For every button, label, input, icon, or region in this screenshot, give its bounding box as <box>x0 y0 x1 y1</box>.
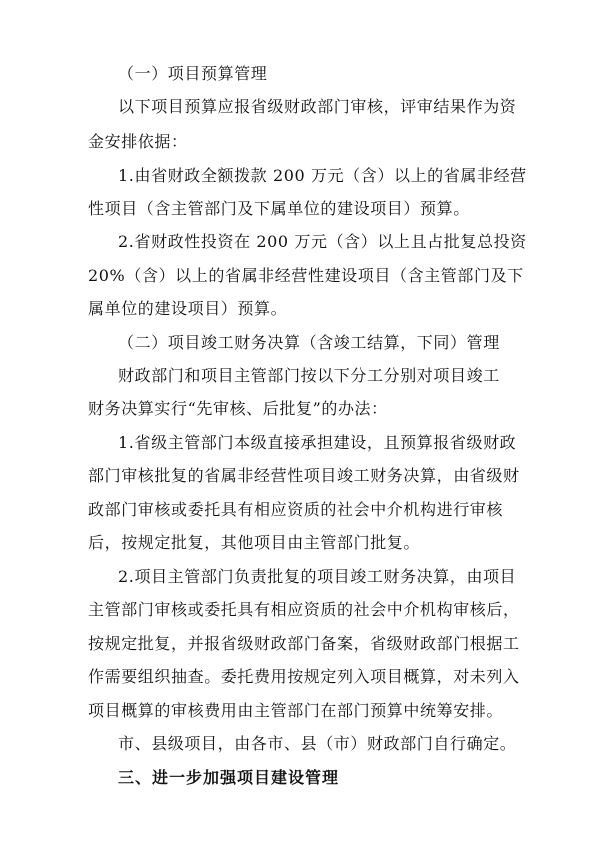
list-item-line: 主管部门审核或委托具有相应资质的社会中介机构审核后， <box>88 600 520 619</box>
list-item-line: 性项目（含主管部门及下属单位的建设项目）预算。 <box>88 199 470 218</box>
paragraph-line: 金安排依据： <box>88 132 188 151</box>
section-heading-project-budget: （一）项目预算管理 <box>118 64 268 83</box>
paragraph-line: 市、县级项目，由各市、县（市）财政部门自行确定。 <box>118 734 517 753</box>
list-item-line: 2.省财政性投资在 200 万元（含）以上且占批复总投资 <box>118 232 527 251</box>
list-item-line: 属单位的建设项目）预算。 <box>88 299 288 318</box>
list-item-line: 项目概算的审核费用由主管部门在部门预算中统筹安排。 <box>88 701 504 720</box>
list-item-line: 2.项目主管部门负责批复的项目竣工财务决算，由项目 <box>118 567 517 586</box>
paragraph-line: 财务决算实行“先审核、后批复”的办法： <box>88 399 388 418</box>
list-item-line: 按规定批复，并报省级财政部门备案，省级财政部门根据工 <box>88 634 520 653</box>
section-heading-final-accounts: （二）项目竣工财务决算（含竣工结算，下同）管理 <box>118 333 500 352</box>
list-item-line: 部门审核批复的省属非经营性项目竣工财务决算，由省级财 <box>88 466 520 485</box>
list-item-line: 政部门审核或委托具有相应资质的社会中介机构进行审核 <box>88 500 504 519</box>
list-item-line: 1.由省财政全额拨款 200 万元（含）以上的省属非经营 <box>118 166 527 185</box>
list-item-line: 20%（含）以上的省属非经营性建设项目（含主管部门及下 <box>88 266 524 285</box>
paragraph-line: 财政部门和项目主管部门按以下分工分别对项目竣工 <box>118 366 500 385</box>
list-item-line: 作需要组织抽查。委托费用按规定列入项目概算，对未列入 <box>88 667 520 686</box>
paragraph-line: 以下项目预算应报省级财政部门审核，评审结果作为资 <box>118 97 517 116</box>
chapter-heading: 三、进一步加强项目建设管理 <box>118 768 340 787</box>
list-item-line: 后，按规定批复，其他项目由主管部门批复。 <box>88 533 421 552</box>
list-item-line: 1.省级主管部门本级直接承担建设，且预算报省级财政 <box>118 433 517 452</box>
